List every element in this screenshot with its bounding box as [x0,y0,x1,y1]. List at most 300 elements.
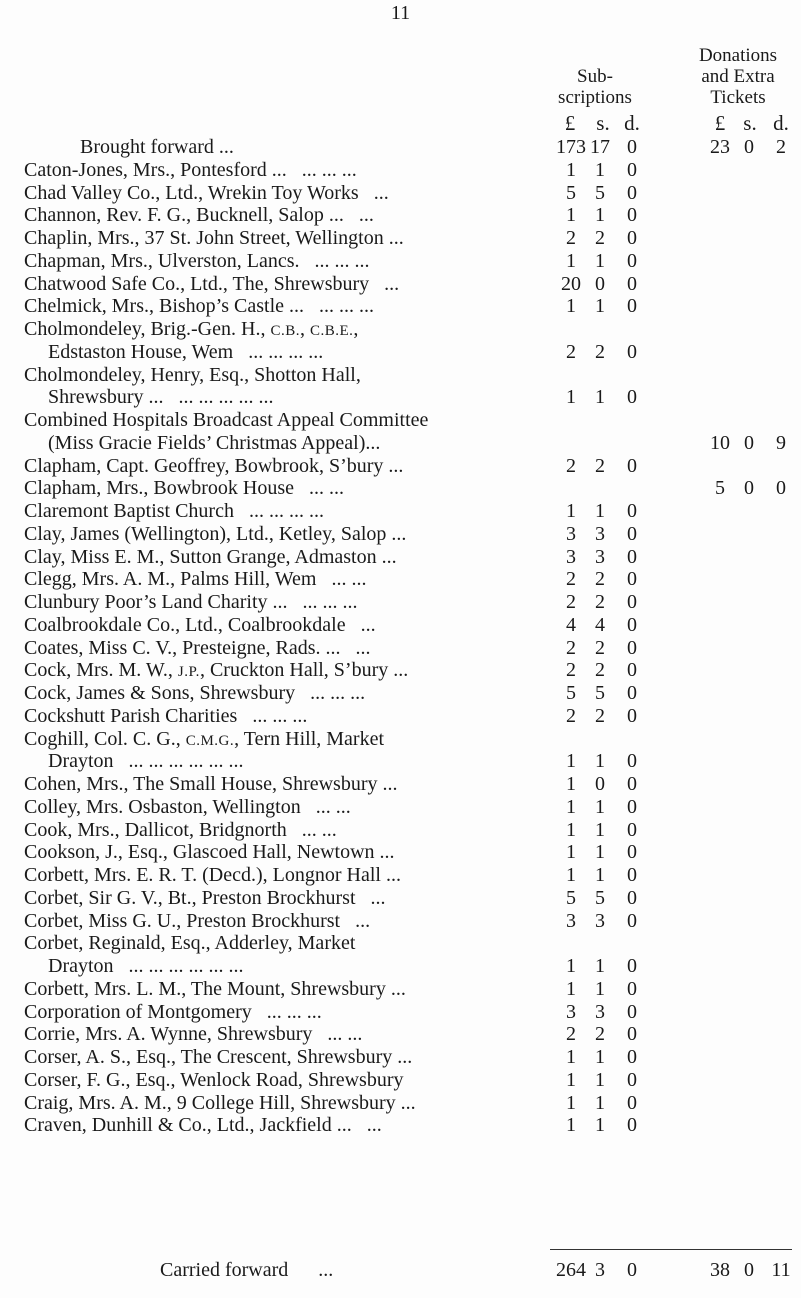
subscription-shillings: 2 [595,591,605,613]
subscription-pence: 0 [627,1068,637,1091]
subscription-pounds: 3 [566,545,576,568]
subscription-shillings: 0 [595,773,605,795]
subscriber-text: Chapman, Mrs., Ulverston, Lancs. [24,249,300,272]
subscription-pence: 0 [627,545,637,568]
leader-dots: ... [384,272,400,295]
subscriber-row [0,523,801,546]
subscriber-text: Colley, Mrs. Osbaston, Wellington [24,795,301,818]
subscription-pence: 0 [627,591,637,613]
subscriber-text: Corbett, Mrs. E. R. T. (Decd.), Longnor Hall ... [24,864,401,886]
subscriber-name [24,159,357,182]
subscriber-text: Coalbrookdale Co., Ltd., Coalbrookdale [24,613,346,636]
subscriber-text: Craven, Dunhill & Co., Ltd., Jackfield ... [24,1114,352,1137]
subscription-shillings: 2 [595,636,605,659]
subscription-pounds: 2 [566,704,576,727]
brought-forward-text: Brought forward [80,136,214,158]
subscription-pounds: 1 [566,818,576,841]
subscriber-row [0,1023,801,1046]
carried-forward-pence: 0 [627,1259,637,1281]
subscriber-text: Clapham, Capt. Geoffrey, Bowbrook, S’bury ... [24,454,404,477]
subscription-pence: 0 [627,682,637,704]
subscription-pounds: 1 [566,977,576,1000]
subscriber-text: Edstaston House, Wem [48,340,234,363]
subscription-pence: 0 [627,773,637,795]
subscriber-text: Corrie, Mrs. A. Wynne, Shrewsbury [24,1023,313,1046]
subscription-shillings: 2 [595,568,605,591]
subscriber-text: Caton-Jones, Mrs., Pontesford ... [24,158,287,181]
subscriber-row [0,637,801,660]
subscriber-text: Chelmick, Mrs., Bishop’s Castle ... [24,295,304,318]
subscriber-name [24,523,406,546]
subscription-pence: 0 [627,249,637,272]
subscription-pence: 0 [627,1114,637,1137]
subscriber-row [0,250,801,273]
subscriber-name [24,318,358,343]
subscription-pence: 0 [627,795,637,818]
subscription-pounds: 1 [566,1068,576,1091]
subscriber-name [24,295,374,318]
subscriber-name [24,273,399,296]
subscription-pence: 0 [627,659,637,682]
subscription-shillings: 1 [595,864,605,886]
subscription-shillings: 2 [595,227,605,249]
subscriber-name [48,750,244,773]
subscription-pence: 0 [627,295,637,318]
carried-forward-don-pounds: 38 [710,1259,730,1281]
brought-forward-pence: 0 [627,136,637,158]
brought-forward-don-shillings: 0 [744,136,754,158]
subscriber-name [24,841,395,864]
leader-dots: ... ... ... [319,295,374,318]
subscriber-name [24,819,337,842]
subscriptions-header-line-1: Sub- [577,66,613,87]
subscription-pounds: 1 [566,158,576,181]
leader-dots: ... [360,613,376,636]
subscriber-row [0,705,801,728]
subscriber-name [24,364,361,387]
subscription-pence: 0 [627,272,637,295]
subscriber-row [0,1069,801,1092]
subscription-pence: 0 [627,636,637,659]
subscription-shillings: 0 [595,272,605,295]
leader-dots: ... ... [331,568,367,591]
subscriber-row [0,227,801,250]
subscriber-row [0,819,801,842]
subscription-list [0,136,801,1137]
donations-header-line-3: Tickets [710,87,766,108]
brought-forward-pounds: 173 [556,136,586,158]
subscription-pounds: 5 [566,682,576,704]
subscription-pounds: 1 [566,249,576,272]
subscription-pounds: 1 [566,386,576,409]
subscriber-text: Cookson, J., Esq., Glascoed Hall, Newtown ... [24,841,395,864]
brought-forward-don-pounds: 23 [710,136,730,158]
subscription-shillings: 5 [595,181,605,204]
subscription-pounds: 1 [566,795,576,818]
subscriber-text: Corporation of Montgomery [24,1000,252,1023]
leader-dots: ... ... ... [301,158,357,181]
subscriber-row [0,1046,801,1069]
subscription-shillings: 1 [595,818,605,841]
subscription-shillings: 1 [595,977,605,1000]
subscriber-row [0,1114,801,1137]
subscription-pence: 0 [627,613,637,636]
subscriber-text: Coghill, Col. C. G., C.M.G., Tern Hill, Market [24,727,385,750]
subscription-shillings: 1 [595,500,605,522]
subscription-pence: 0 [627,886,637,909]
subscription-pence: 0 [627,1023,637,1046]
subscriber-name [24,910,370,933]
subscription-shillings: 3 [595,522,605,545]
subscriber-name [24,477,344,500]
subscription-pounds: 1 [566,1091,576,1114]
subscriber-row [0,1001,801,1024]
donation-pence: 9 [776,431,786,454]
subscriber-text: Claremont Baptist Church [24,500,234,522]
subscription-shillings: 1 [595,249,605,272]
subscription-pounds: 20 [561,272,581,295]
subscriber-text: Corbet, Sir G. V., Bt., Preston Brockhurst [24,886,356,909]
donations-header-line-2: and Extra [701,66,775,87]
subscriber-text: Shrewsbury ... [48,386,164,409]
leader-dots: ... [318,1259,334,1281]
subscriber-name [24,728,384,753]
subscriber-name [24,409,428,432]
subscriber-text: Clay, James (Wellington), Ltd., Ketley, Salop ... [24,522,407,545]
subscriber-text: Channon, Rev. F. G., Bucknell, Salop ... [24,204,344,227]
subscriber-name [24,887,386,910]
subscription-shillings: 1 [595,1114,605,1137]
subscription-pounds: 1 [566,500,576,522]
subscription-pence: 0 [627,204,637,227]
subscription-pounds: 2 [566,636,576,659]
subscriber-text: Coates, Miss C. V., Presteigne, Rads. ... [24,636,341,659]
subscription-pounds: 3 [566,909,576,932]
subscription-pounds: 1 [566,1046,576,1068]
subscriber-name [48,432,380,455]
subscription-shillings: 5 [595,886,605,909]
subscription-pounds: 1 [566,750,576,773]
pence-unit: d. [624,111,640,135]
subscriber-row [0,659,801,682]
subscriber-row [0,159,801,182]
subscriber-row [0,364,801,387]
brought-forward-shillings: 17 [590,136,610,158]
leader-dots: ... [370,886,386,909]
subscription-pounds: 5 [566,886,576,909]
subscriber-name [24,614,376,637]
pound-unit: £ [564,111,576,135]
subscription-pence: 0 [627,909,637,932]
subscription-pence: 0 [627,158,637,181]
subscriber-text: Clay, Miss E. M., Sutton Grange, Admaston ... [24,545,397,568]
subscriber-name [24,1001,322,1024]
subscription-shillings: 1 [595,841,605,864]
subscriber-row [0,409,801,432]
subscriber-text: Combined Hospitals Broadcast Appeal Committee [24,409,429,431]
subscriber-name [24,1023,362,1046]
leader-dots: ... ... [327,1023,363,1046]
leader-dots: ... ... ... [266,1000,322,1023]
leader-dots: ... [366,1114,382,1137]
subscription-shillings: 2 [595,659,605,682]
subscriber-row [0,318,801,341]
subscriber-name [24,182,389,205]
subscription-shillings: 1 [595,295,605,318]
subscription-pence: 0 [627,1091,637,1114]
subscriber-name [24,204,374,227]
donation-pounds: 10 [710,431,730,454]
subscription-pounds: 2 [566,454,576,477]
subscriber-text: Corbet, Miss G. U., Preston Brockhurst [24,909,341,932]
subscription-pence: 0 [627,977,637,1000]
subscriber-row [0,773,801,796]
subscription-pence: 0 [627,522,637,545]
subscriber-text: Cock, Mrs. M. W., J.P., Cruckton Hall, S’bury ... [24,659,409,682]
subscriptions-header-line-2: scriptions [558,87,632,108]
subscriber-text: Drayton [48,955,114,977]
subscriber-text: Craig, Mrs. A. M., 9 College Hill, Shrewsbury ... [24,1091,416,1114]
shilling-unit: s. [743,111,757,135]
leader-dots: ... [355,909,371,932]
subscriber-text: Clapham, Mrs., Bowbrook House [24,477,294,500]
subscriber-name [24,705,307,728]
subscriber-row [0,841,801,864]
subscriber-row [0,477,801,500]
subscription-shillings: 3 [595,909,605,932]
subscriber-row [0,750,801,773]
subscription-shillings: 1 [595,1068,605,1091]
subscription-pounds: 2 [566,340,576,363]
leader-dots: ... ... ... ... ... ... [128,750,244,773]
donation-pounds: 5 [715,477,725,500]
subscriber-name [24,568,366,591]
carried-forward-row [0,1258,801,1282]
subscription-pounds: 4 [566,613,576,636]
carried-forward-label [160,1258,333,1282]
subscriber-row [0,1092,801,1115]
subscription-pence: 0 [627,454,637,477]
subscriber-text: Clegg, Mrs. A. M., Palms Hill, Wem [24,568,317,591]
subscriber-name [24,796,351,819]
brought-forward-label [80,136,234,159]
leader-dots: ... ... ... [302,591,358,613]
pence-unit: d. [773,111,789,135]
donation-shillings: 0 [744,431,754,454]
subscriptions-header [535,66,655,108]
subscriber-row [0,500,801,523]
subscription-pence: 0 [627,841,637,864]
subscriber-row [0,796,801,819]
subscriber-row [0,682,801,705]
subscription-pounds: 2 [566,591,576,613]
subscription-pence: 0 [627,818,637,841]
leader-dots: ... ... ... ... [248,500,324,522]
subscription-pounds: 1 [566,864,576,886]
subscription-shillings: 2 [595,704,605,727]
leader-dots: ... [373,181,389,204]
leader-dots: ... ... ... [252,704,308,727]
subscriber-name [24,1069,403,1092]
subscriber-row [0,546,801,569]
subscriber-row [0,432,801,455]
subscription-pounds: 2 [566,659,576,682]
subscriber-text: Corser, F. G., Esq., Wenlock Road, Shrewsbury [24,1068,404,1091]
subscription-shillings: 3 [595,1000,605,1023]
subscriber-name [24,1092,416,1115]
subscription-pounds: 1 [566,841,576,864]
subscription-shillings: 2 [595,454,605,477]
subscriber-name [24,546,397,569]
subscription-pence: 0 [627,1000,637,1023]
subscription-pence: 0 [627,500,637,522]
subscription-pounds: 2 [566,227,576,249]
pound-unit: £ [714,111,726,135]
subscriber-text: Chaplin, Mrs., 37 St. John Street, Wellington ... [24,227,404,249]
carried-forward-don-shillings: 0 [744,1259,754,1281]
leader-dots: ... ... ... ... ... ... [128,955,244,977]
subscription-pence: 0 [627,864,637,886]
subscription-shillings: 1 [595,1046,605,1068]
leader-dots: ... [358,204,374,227]
subscription-pence: 0 [627,227,637,249]
subscription-shillings: 5 [595,682,605,704]
carried-forward-text: Carried forward [160,1259,289,1281]
subscriber-row [0,591,801,614]
subscriber-name [24,455,403,478]
leader-dots: ... ... ... ... ... [178,386,274,409]
subscription-shillings: 1 [595,955,605,977]
subscriber-row [0,386,801,409]
subscriber-name [24,637,371,660]
subscriber-name [24,250,370,273]
subscriber-row [0,887,801,910]
subscriber-row [0,932,801,955]
carried-forward-shillings: 3 [595,1259,605,1281]
subscriber-name [24,1114,382,1137]
subscriber-text: Corser, A. S., Esq., The Crescent, Shrewsbury ... [24,1046,413,1068]
subscription-pence: 0 [627,750,637,773]
leader-dots: ... [355,636,371,659]
subscriber-row [0,273,801,296]
subscriber-row [0,341,801,364]
subscriber-row [0,728,801,751]
subscription-pence: 0 [627,568,637,591]
subscription-shillings: 2 [595,1023,605,1046]
subscriber-text: Cockshutt Parish Charities [24,704,238,727]
subscription-shillings: 1 [595,158,605,181]
subscriber-text: Clunbury Poor’s Land Charity ... [24,591,288,613]
subscriber-name [24,659,408,684]
subscriber-row [0,864,801,887]
subscriber-name [24,227,404,250]
page-number: 11 [390,2,411,24]
subscriber-text: Chad Valley Co., Ltd., Wrekin Toy Works [24,181,359,204]
subscription-pence: 0 [627,181,637,204]
subscription-pounds: 2 [566,1023,576,1046]
subscriber-name [24,773,398,796]
total-rule [550,1249,792,1250]
subscriber-row [0,295,801,318]
subscriber-name [24,978,406,1001]
subscriber-text: Drayton [48,750,114,773]
subscriber-row [0,955,801,978]
subscription-pounds: 1 [566,204,576,227]
donation-shillings: 0 [744,477,754,500]
subscriber-row [0,204,801,227]
subscriber-text: Chatwood Safe Co., Ltd., The, Shrewsbury [24,272,370,295]
subscription-shillings: 1 [595,386,605,409]
subscription-pounds: 1 [566,1114,576,1137]
subscriber-text: Cohen, Mrs., The Small House, Shrewsbury ... [24,773,398,795]
donation-pence: 0 [776,477,786,500]
carried-forward-don-pence: 11 [771,1259,791,1281]
subscription-shillings: 1 [595,204,605,227]
subscription-shillings: 4 [595,613,605,636]
subscription-shillings: 2 [595,340,605,363]
brought-forward-don-pence: 2 [776,136,786,158]
subscriber-row [0,455,801,478]
subscriber-text: (Miss Gracie Fields’ Christmas Appeal)... [48,431,381,454]
subscriber-name [24,932,355,955]
subscription-pounds: 1 [566,295,576,318]
subscriber-row [0,978,801,1001]
subscription-pence: 0 [627,704,637,727]
leader-dots: ... ... ... [310,682,366,704]
leader-dots: ... ... [308,477,344,500]
subscription-pounds: 3 [566,1000,576,1023]
subscription-pounds: 1 [566,773,576,795]
donations-header-line-1: Donations [698,45,778,66]
subscriber-name [48,341,323,364]
subscriber-text: Cholmondeley, Brig.-Gen. H., C.B., C.B.E., [24,318,359,340]
subscriber-text: Cock, James & Sons, Shrewsbury [24,682,296,704]
subscriber-name [24,500,324,523]
subscription-pence: 0 [627,386,637,409]
subscriber-name [24,682,365,705]
subscriber-text: Cholmondeley, Henry, Esq., Shotton Hall, [24,363,361,386]
subscription-pounds: 2 [566,568,576,591]
leader-dots: ... ... ... [314,249,370,272]
subscriber-name [24,864,401,887]
subscription-pence: 0 [627,340,637,363]
subscriber-row [0,910,801,933]
subscription-pounds: 1 [566,955,576,977]
subscriber-row [0,568,801,591]
subscriber-name [48,955,244,978]
donations-header [675,45,801,108]
leader-dots: ... ... [315,795,351,818]
subscriber-name [48,386,274,409]
leader-dots: ... ... [301,818,337,841]
brought-forward-row [0,136,801,159]
subscription-shillings: 1 [595,795,605,818]
subscriber-name [24,1046,412,1069]
subscriber-text: Corbett, Mrs. L. M., The Mount, Shrewsbury ... [24,977,406,1000]
leader-dots: ... [218,136,234,158]
subscriber-text: Cook, Mrs., Dallicot, Bridgnorth [24,818,287,841]
subscriber-text: Corbet, Reginald, Esq., Adderley, Market [24,932,356,955]
subscription-pence: 0 [627,1046,637,1068]
leader-dots: ... ... ... ... [248,340,324,363]
subscription-shillings: 3 [595,545,605,568]
subscriber-name [24,591,358,614]
subscription-pounds: 5 [566,181,576,204]
subscription-pence: 0 [627,955,637,977]
subscription-shillings: 1 [595,750,605,773]
subscriber-row [0,182,801,205]
shilling-unit: s. [596,111,610,135]
